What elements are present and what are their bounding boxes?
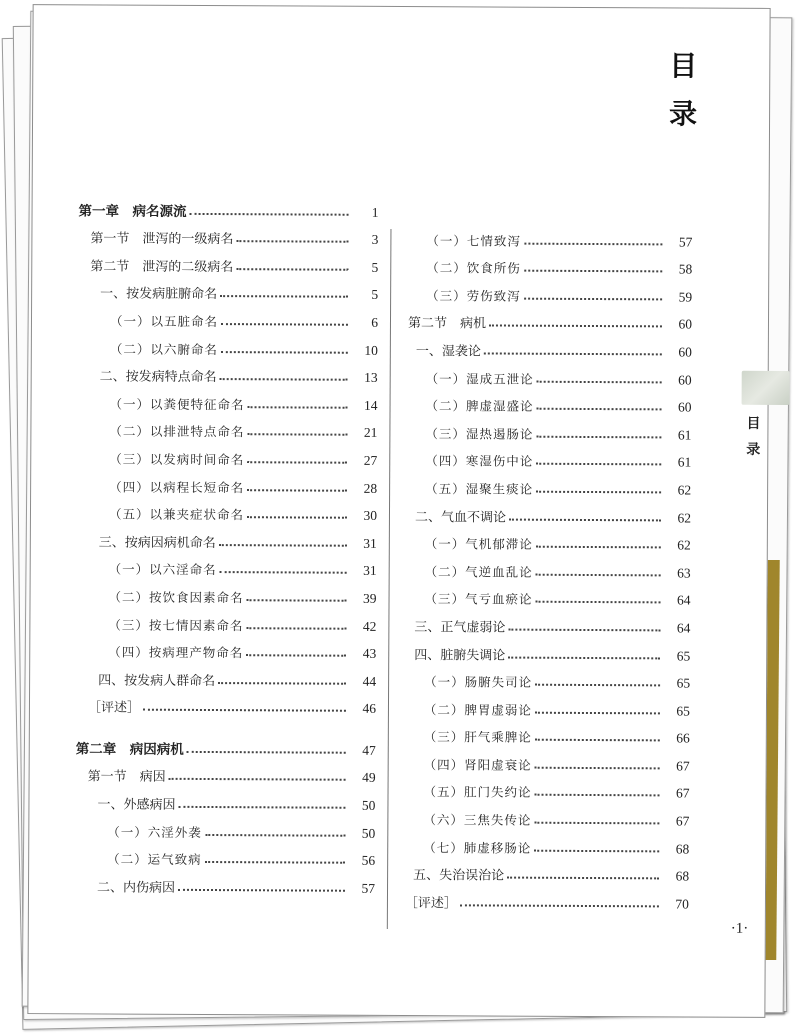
toc-entry	[77, 412, 377, 441]
toc-entry-label: （五）湿聚生痰论	[425, 481, 534, 497]
toc-entry-label: （二）饮食所伤	[426, 260, 521, 276]
toc-entry-page: 57	[361, 880, 376, 896]
dot-leader	[187, 751, 346, 754]
toc-entry-label: （五）肛门失约论	[423, 784, 532, 801]
toc-entry-label: 第一节 泄泻的一级病名	[90, 231, 234, 248]
toc-entry-page: 70	[675, 896, 689, 912]
toc-entry-label: （三）劳伤致泻	[426, 287, 521, 304]
toc-entry-label: （一）七情致泻	[426, 232, 521, 249]
toc-entry	[76, 730, 376, 759]
toc-entry	[75, 868, 375, 897]
toc-entry-page: 60	[678, 399, 692, 415]
dot-leader	[536, 546, 661, 549]
toc-entry-page: 67	[675, 785, 690, 801]
toc-entry-label: （二）按饮食因素命名	[108, 589, 244, 606]
toc-entry-label: （二）脾胃虚弱论	[423, 701, 533, 718]
toc-entry-page: 62	[677, 509, 692, 526]
toc-entry-page: 56	[361, 853, 376, 869]
toc-entry-page: 31	[363, 563, 377, 579]
toc-entry-label: 第一章 病名源流	[78, 202, 187, 220]
dot-leader	[220, 378, 348, 381]
dot-leader	[535, 767, 660, 770]
dot-leader	[524, 297, 662, 300]
side-tab-char-2: 录	[746, 441, 761, 458]
toc-entry	[79, 191, 379, 220]
page-title-char-2: 录	[668, 97, 698, 131]
toc-entry-page: 42	[362, 618, 377, 634]
toc-entry-page: 30	[363, 507, 378, 524]
toc-entry-label: 第二节 泄泻的二级病名	[90, 259, 234, 275]
dot-leader	[537, 408, 662, 411]
toc-entry	[399, 773, 689, 802]
chapter-gap	[76, 716, 376, 732]
dot-leader	[535, 684, 660, 687]
toc-entry	[402, 249, 692, 278]
dot-leader	[536, 491, 661, 494]
toc-entry-page: 67	[676, 758, 690, 774]
toc-entry-label: （三）气亏血瘀论	[424, 591, 533, 608]
dot-leader	[219, 544, 347, 547]
toc-entry	[402, 331, 692, 360]
toc-entry-label: 三、按病因病机命名	[98, 535, 216, 551]
toc-entry-page: 67	[675, 813, 690, 829]
toc-entry	[78, 274, 378, 303]
toc-entry-page: 39	[363, 590, 377, 606]
toc-entry	[75, 840, 375, 869]
dot-leader	[535, 794, 660, 797]
toc-entry-page: 57	[678, 234, 693, 250]
toc-entry	[77, 550, 377, 579]
toc-entry-page: 49	[362, 770, 376, 786]
dot-leader	[169, 778, 346, 781]
dot-leader	[534, 849, 659, 852]
toc-entry-label: （一）湿成五泄论	[425, 370, 534, 387]
toc-entry	[401, 497, 691, 526]
toc-entry-label: （四）以病程长短命名	[109, 479, 245, 495]
toc-entry-label: （三）按七情因素命名	[108, 616, 244, 633]
toc-entry-label: （四）寒湿伤中论	[425, 453, 534, 470]
toc-entry-page: 60	[678, 344, 692, 360]
dot-leader	[246, 627, 346, 630]
dot-leader	[524, 242, 662, 245]
toc-entry-label: （三）肝气乘脾论	[423, 729, 532, 745]
toc-entry	[76, 757, 376, 786]
toc-entry-page: 5	[371, 287, 379, 303]
dot-leader	[236, 268, 348, 271]
toc-entry-label: 三、正气虚弱论	[414, 619, 506, 636]
dot-leader	[484, 352, 662, 355]
dot-leader	[534, 822, 659, 825]
dot-leader	[509, 518, 661, 521]
toc-entry-page: 5	[371, 259, 379, 275]
toc-entry-label: 第二章 病因病机	[75, 741, 184, 758]
dot-leader	[246, 654, 346, 657]
toc-entry-label: （三）湿热遏肠论	[425, 425, 534, 442]
toc-entry	[399, 800, 689, 829]
toc-entry-page: 61	[677, 454, 692, 470]
toc-entry-label: （二）以六腑命名	[109, 341, 218, 357]
toc-entry-page: 68	[675, 868, 690, 884]
dot-leader	[205, 861, 345, 864]
toc-entry-label: （一）气机郁滞论	[424, 536, 533, 552]
dot-leader	[220, 295, 348, 298]
dot-leader	[190, 212, 349, 215]
toc-entry-page: 66	[676, 730, 690, 746]
dot-leader	[247, 461, 347, 464]
toc-entry	[402, 276, 692, 305]
toc-entry-page: 58	[678, 261, 693, 277]
dot-leader	[535, 711, 660, 714]
toc-entry	[402, 304, 692, 333]
dot-leader	[537, 380, 662, 383]
toc-entry	[402, 387, 692, 416]
toc-entry-page: 68	[675, 841, 690, 857]
dot-leader	[508, 656, 660, 659]
toc-entry-page: 65	[676, 703, 690, 719]
toc-entry-label: （二）以排泄特点命名	[109, 423, 245, 440]
dot-leader	[247, 489, 347, 492]
dot-leader	[218, 682, 346, 685]
column-divider	[387, 229, 392, 929]
dot-leader	[205, 834, 345, 837]
toc-entry	[401, 552, 691, 581]
toc-entry	[399, 883, 689, 912]
toc-entry	[400, 718, 690, 747]
toc-entry	[400, 607, 690, 636]
toc-entry	[77, 467, 377, 496]
toc-entry	[401, 525, 691, 554]
toc-entry-page: 65	[676, 647, 691, 664]
toc-entry-label: 二、气血不调论	[414, 509, 507, 526]
toc-entry-label: 四、脏腑失调论	[414, 647, 506, 664]
toc-entry-label: （二）运气致病	[107, 851, 202, 868]
toc-entry-page: 64	[676, 620, 691, 636]
toc-entry-page: 47	[362, 742, 376, 758]
toc-entry-label: （一）以粪便特征命名	[109, 396, 245, 412]
dot-leader	[524, 270, 662, 273]
toc-entry-page: 31	[363, 535, 377, 551]
toc-entry	[399, 828, 689, 857]
toc-entry-label: （五）以兼夹症状命名	[108, 506, 245, 523]
toc-entry-label: （二）气逆血乱论	[424, 563, 533, 580]
dot-leader	[536, 601, 661, 604]
page-title-char-1: 目	[669, 49, 698, 83]
toc-entry	[75, 812, 375, 841]
toc-entry-label: 一、外感病因	[97, 797, 176, 813]
toc-entry-page: 50	[361, 797, 376, 813]
dot-leader	[178, 889, 345, 892]
toc-entry	[78, 384, 378, 413]
toc-entry	[402, 221, 692, 250]
toc-left-column	[75, 191, 379, 896]
toc-entry-page: 43	[362, 645, 377, 661]
toc-entry-page: 65	[676, 675, 691, 691]
toc-entry-page: 46	[362, 701, 377, 717]
toc-entry-label: 五、失治误治论	[413, 868, 505, 884]
toc-entry-page: 28	[363, 480, 378, 496]
toc-entry-page: 63	[677, 565, 691, 581]
dot-leader	[236, 240, 348, 243]
toc-entry-label: （四）肾阳虚衰论	[423, 757, 532, 773]
toc-entry	[401, 469, 691, 498]
dot-leader	[178, 806, 345, 809]
toc-entry-page: 13	[364, 369, 378, 386]
dragon-emblem-icon	[742, 371, 790, 405]
dot-leader	[536, 435, 661, 438]
toc-entry-label: 四、按发病人群命名	[98, 673, 216, 689]
toc-entry-page: 62	[677, 537, 691, 553]
toc-entry-label: 第二节 病机	[407, 316, 487, 332]
toc-entry	[400, 745, 690, 774]
toc-entry	[78, 357, 378, 386]
toc-entry	[402, 359, 692, 388]
dot-leader	[143, 709, 346, 712]
toc-entry-page: 60	[678, 372, 692, 388]
toc-entry-page: 61	[677, 427, 692, 443]
toc-entry	[401, 414, 691, 443]
toc-entry-page: 64	[676, 592, 691, 608]
toc-entry-label: （一）六淫外袭	[107, 824, 202, 840]
toc-entry	[400, 663, 690, 692]
toc-entry	[76, 688, 376, 717]
side-tab-char-1: 目	[746, 415, 761, 432]
dot-leader	[247, 516, 347, 519]
dot-leader	[221, 351, 348, 354]
toc-entry-page: 44	[362, 673, 377, 689]
toc-entry-label: （二）脾虚湿盛论	[425, 398, 534, 414]
toc-entry	[75, 785, 375, 814]
toc-entry-label: （三）以发病时间命名	[109, 451, 245, 468]
toc-entry-label: （六）三焦失传论	[423, 812, 532, 828]
toc-entry-page: 3	[371, 232, 379, 248]
dot-leader	[460, 904, 659, 907]
toc-entry	[76, 633, 376, 662]
toc-right-column	[399, 221, 693, 912]
toc-entry	[77, 578, 377, 607]
toc-entry	[399, 856, 689, 885]
toc-entry-page: 14	[364, 397, 378, 413]
toc-entry-label: （一）以六淫命名	[108, 561, 217, 578]
toc-entry-page: 1	[371, 204, 379, 220]
toc-entry-label: 二、内伤病因	[96, 880, 176, 896]
toc-entry-page: 21	[363, 425, 378, 441]
dot-leader	[220, 571, 347, 574]
toc-entry	[400, 635, 690, 664]
toc-entry	[78, 247, 378, 276]
toc-entry-label: 一、按发病脏腑命名	[100, 286, 218, 303]
toc-entry-label: （一）肠腑失司论	[424, 674, 533, 690]
toc-entry-page: 27	[363, 452, 378, 468]
toc-entry-label: （七）肺虚移肠论	[423, 839, 532, 856]
toc-entry	[400, 580, 690, 609]
toc-entry-page: 62	[677, 482, 692, 498]
toc-page	[27, 4, 770, 1018]
toc-entry-label: 第一节 病因	[87, 769, 166, 786]
dot-leader	[247, 434, 347, 437]
toc-entry-label: ［评述］	[87, 700, 141, 716]
toc-entry-page: 59	[678, 289, 693, 305]
toc-entry	[78, 302, 378, 331]
toc-entry-label: （一）以五脏命名	[109, 313, 219, 330]
dot-leader	[247, 599, 347, 602]
toc-entry	[78, 329, 378, 358]
dot-leader	[536, 463, 661, 466]
toc-entry-page: 10	[364, 342, 378, 358]
toc-entry-label: ［评述］	[404, 895, 457, 912]
toc-entry	[400, 690, 690, 719]
toc-entry-label: 二、按发病特点命名	[99, 369, 217, 386]
dot-leader	[248, 406, 348, 409]
toc-entry-label: 一、湿袭论	[415, 344, 481, 360]
toc-entry	[77, 522, 377, 551]
dot-leader	[221, 323, 348, 326]
toc-entry-page: 60	[678, 316, 693, 332]
toc-entry-label: （四）按病理产物命名	[108, 644, 244, 661]
toc-entry	[78, 219, 378, 248]
toc-entry	[76, 605, 376, 634]
dot-leader	[489, 325, 662, 328]
toc-entry	[77, 495, 377, 524]
dot-leader	[508, 628, 660, 631]
toc-entry	[401, 442, 691, 471]
toc-entry	[77, 440, 377, 469]
page-number: ·1·	[730, 920, 749, 937]
toc-entry-page: 50	[361, 825, 376, 841]
toc-entry-page: 6	[371, 314, 379, 330]
dot-leader	[535, 739, 660, 742]
dot-leader	[507, 877, 659, 880]
toc-entry	[76, 660, 376, 689]
dot-leader	[536, 573, 661, 576]
